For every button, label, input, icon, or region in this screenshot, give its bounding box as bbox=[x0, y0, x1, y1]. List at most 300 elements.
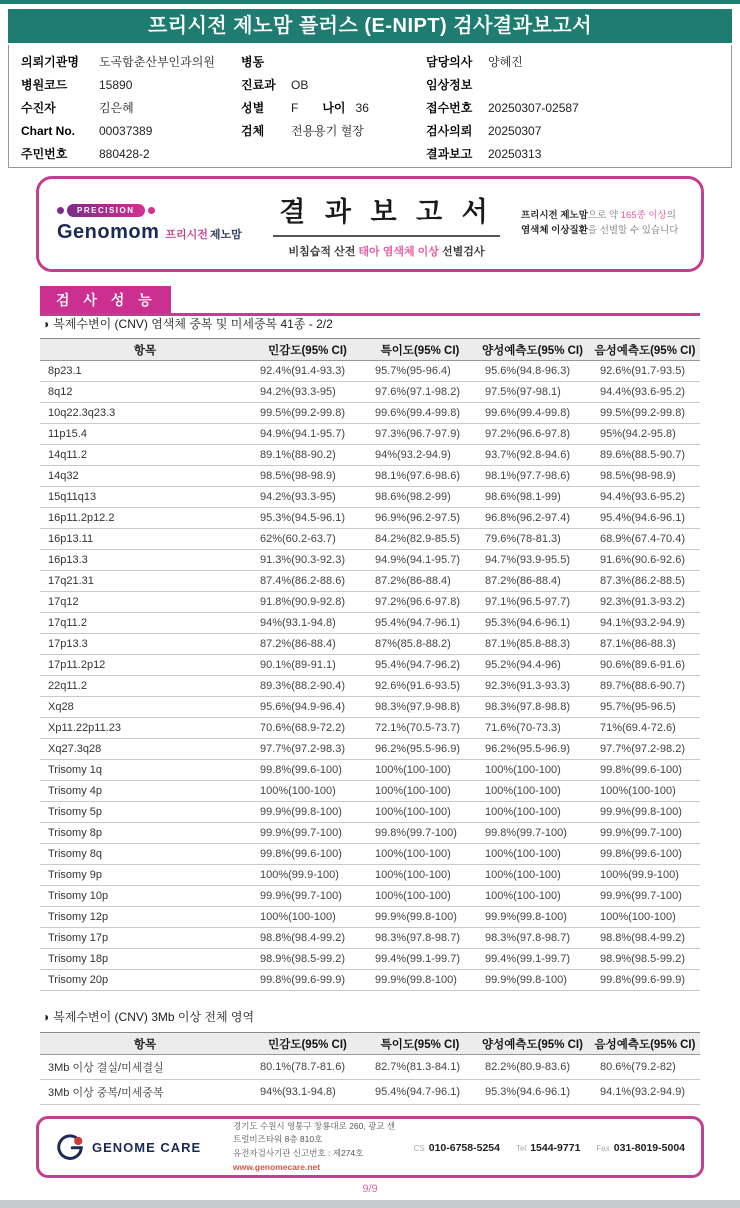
cell-value: 100%(100-100) bbox=[365, 865, 475, 886]
cell-value: 87.3%(86.2-88.5) bbox=[590, 571, 700, 592]
column-header: 항목 bbox=[40, 339, 250, 361]
cell-value: 80.1%(78.7-81.6) bbox=[250, 1055, 365, 1080]
patient-info-row bbox=[21, 51, 241, 74]
cell-value: 71%(69.4-72.6) bbox=[590, 718, 700, 739]
table-row bbox=[40, 571, 700, 592]
field-label: 담당의사 bbox=[426, 55, 473, 69]
half-circle-bullet-icon: ◑ bbox=[42, 317, 50, 331]
cell-value: 99.9%(99.8-100) bbox=[475, 970, 590, 991]
cell-value: 87.2%(86-88.4) bbox=[365, 571, 475, 592]
table-row bbox=[40, 466, 700, 487]
field-value: 36 bbox=[355, 101, 369, 115]
cell-value: 100%(100-100) bbox=[365, 844, 475, 865]
table-row bbox=[40, 592, 700, 613]
field-value: 김은혜 bbox=[99, 101, 134, 115]
cell-item: Trisomy 10p bbox=[40, 886, 250, 907]
table-header-row bbox=[40, 339, 700, 361]
cell-value: 99.6%(99.4-99.8) bbox=[365, 403, 475, 424]
cell-value: 95.4%(94.6-96.1) bbox=[590, 508, 700, 529]
cell-value: 96.2%(95.5-96.9) bbox=[475, 739, 590, 760]
table-row bbox=[40, 382, 700, 403]
cell-item: Trisomy 1q bbox=[40, 760, 250, 781]
cell-value: 100%(100-100) bbox=[475, 760, 590, 781]
cell-value: 92.3%(91.3-93.3) bbox=[475, 676, 590, 697]
cell-value: 98.3%(97.9-98.8) bbox=[365, 697, 475, 718]
cell-value: 95.3%(94.5-96.1) bbox=[250, 508, 365, 529]
genomecare-logo-text: GENOME CARE bbox=[92, 1139, 202, 1155]
field-label: 검체 bbox=[241, 124, 265, 138]
field-label: 진료과 bbox=[241, 78, 276, 92]
cell-value: 99.8%(99.6-100) bbox=[590, 760, 700, 781]
table-row bbox=[40, 718, 700, 739]
field-value: 00037389 bbox=[99, 124, 153, 138]
table2-caption-text: 복제수변이 (CNV) 3Mb 이상 전체 영역 bbox=[53, 1010, 255, 1024]
cell-value: 90.6%(89.6-91.6) bbox=[590, 655, 700, 676]
cell-value: 100%(100-100) bbox=[475, 781, 590, 802]
brand-kr-genomom: 제노맘 bbox=[209, 229, 242, 241]
patient-info-row bbox=[426, 51, 719, 74]
field-label: 수진자 bbox=[21, 101, 56, 115]
patient-info-panel bbox=[8, 45, 732, 168]
patient-info-field bbox=[426, 55, 523, 69]
cell-value: 95.4%(94.7-96.2) bbox=[365, 655, 475, 676]
patient-info-field bbox=[241, 55, 291, 69]
table-row bbox=[40, 487, 700, 508]
table-row bbox=[40, 550, 700, 571]
field-label: 검사의뢰 bbox=[426, 124, 473, 138]
cell-value: 99.9%(99.8-100) bbox=[365, 907, 475, 928]
cell-value: 92.4%(91.4-93.3) bbox=[250, 361, 365, 382]
cell-value: 94.7%(93.9-95.5) bbox=[475, 550, 590, 571]
cell-item: Xq28 bbox=[40, 697, 250, 718]
column-header: 민감도(95% CI) bbox=[250, 339, 365, 361]
cell-value: 100%(100-100) bbox=[250, 907, 365, 928]
cell-value: 95.2%(94.4-96) bbox=[475, 655, 590, 676]
patient-info-field bbox=[322, 101, 369, 115]
table-row bbox=[40, 634, 700, 655]
column-header: 특이도(95% CI) bbox=[365, 339, 475, 361]
cell-value: 97.7%(97.2-98.3) bbox=[250, 739, 365, 760]
cell-value: 99.4%(99.1-99.7) bbox=[365, 949, 475, 970]
cell-value: 98.5%(98-98.9) bbox=[250, 466, 365, 487]
cell-value: 72.1%(70.5-73.7) bbox=[365, 718, 475, 739]
cell-value: 99.5%(99.2-99.8) bbox=[250, 403, 365, 424]
field-label: Chart No. bbox=[21, 124, 75, 138]
table-row bbox=[40, 823, 700, 844]
cell-value: 98.3%(97.8-98.7) bbox=[365, 928, 475, 949]
cell-value: 94.9%(94.1-95.7) bbox=[250, 424, 365, 445]
table-row bbox=[40, 676, 700, 697]
report-title-block bbox=[252, 190, 521, 259]
cell-value: 79.6%(78-81.3) bbox=[475, 529, 590, 550]
result-report-heading: 결 과 보 고 서 bbox=[273, 190, 499, 237]
column-header: 특이도(95% CI) bbox=[365, 1033, 475, 1055]
patient-info-field bbox=[21, 124, 152, 138]
cell-value: 100%(100-100) bbox=[475, 865, 590, 886]
cell-value: 99.8%(99.6-99.9) bbox=[250, 970, 365, 991]
cell-item: Trisomy 9p bbox=[40, 865, 250, 886]
patient-info-field bbox=[21, 101, 134, 115]
table1-caption bbox=[42, 315, 333, 332]
field-value: 도곡함춘산부인과의원 bbox=[99, 55, 215, 69]
cell-value: 95.4%(94.7-96.1) bbox=[365, 1080, 475, 1105]
cell-value: 97.3%(96.7-97.9) bbox=[365, 424, 475, 445]
cell-item: 17q21.31 bbox=[40, 571, 250, 592]
cell-value: 98.1%(97.7-98.6) bbox=[475, 466, 590, 487]
cell-value: 91.6%(90.6-92.6) bbox=[590, 550, 700, 571]
table-row bbox=[40, 1055, 700, 1080]
cell-value: 98.8%(98.4-99.2) bbox=[590, 928, 700, 949]
contact-cs-label: CS bbox=[413, 1144, 425, 1153]
cell-item: 3Mb 이상 중복/미세중복 bbox=[40, 1080, 250, 1105]
column-header: 양성예측도(95% CI) bbox=[475, 1033, 590, 1055]
column-header: 음성예측도(95% CI) bbox=[590, 339, 700, 361]
cell-value: 100%(100-100) bbox=[475, 802, 590, 823]
cell-value: 95.4%(94.7-96.1) bbox=[365, 613, 475, 634]
cell-value: 87.4%(86.2-88.6) bbox=[250, 571, 365, 592]
cell-item: 14q11.2 bbox=[40, 445, 250, 466]
cell-value: 99.9%(99.8-100) bbox=[365, 970, 475, 991]
patient-info-row bbox=[426, 74, 719, 97]
cell-value: 87%(85.8-88.2) bbox=[365, 634, 475, 655]
cell-value: 99.9%(99.7-100) bbox=[590, 886, 700, 907]
cell-item: 16p13.11 bbox=[40, 529, 250, 550]
cell-value: 99.8%(99.7-100) bbox=[365, 823, 475, 844]
table-row bbox=[40, 424, 700, 445]
patient-info-field bbox=[426, 147, 541, 161]
cell-value: 87.1%(86-88.3) bbox=[590, 634, 700, 655]
cell-value: 98.3%(97.8-98.8) bbox=[475, 697, 590, 718]
cell-value: 97.6%(97.1-98.2) bbox=[365, 382, 475, 403]
table-row bbox=[40, 613, 700, 634]
field-label: 성별 bbox=[241, 101, 265, 115]
column-header: 음성예측도(95% CI) bbox=[590, 1033, 700, 1055]
genomecare-logo-icon bbox=[55, 1132, 85, 1162]
cell-value: 95.3%(94.6-96.1) bbox=[475, 1080, 590, 1105]
patient-info-field bbox=[21, 147, 150, 161]
cell-value: 97.2%(96.6-97.8) bbox=[475, 424, 590, 445]
table-row bbox=[40, 886, 700, 907]
subtitle-pre: 비침습적 산전 bbox=[288, 245, 359, 258]
contact-fax-value: 031-8019-5004 bbox=[613, 1142, 685, 1154]
half-circle-bullet-icon: ◑ bbox=[42, 1010, 50, 1024]
cell-value: 100%(100-100) bbox=[475, 886, 590, 907]
table-row bbox=[40, 697, 700, 718]
cell-value: 92.6%(91.6-93.5) bbox=[365, 676, 475, 697]
cell-item: 22q11.2 bbox=[40, 676, 250, 697]
cell-value: 82.2%(80.9-83.6) bbox=[475, 1055, 590, 1080]
patient-info-field bbox=[241, 124, 364, 138]
footer-contacts bbox=[398, 1138, 685, 1156]
genomom-brand-block bbox=[57, 204, 252, 244]
field-value: 20250313 bbox=[488, 147, 542, 161]
patient-info-row bbox=[426, 97, 719, 120]
table2-caption bbox=[42, 1008, 254, 1025]
cell-value: 68.9%(67.4-70.4) bbox=[590, 529, 700, 550]
cell-value: 99.9%(99.8-100) bbox=[475, 907, 590, 928]
field-value: 880428-2 bbox=[99, 147, 150, 161]
cell-value: 82.7%(81.3-84.1) bbox=[365, 1055, 475, 1080]
cell-value: 100%(100-100) bbox=[365, 886, 475, 907]
patient-info-row bbox=[241, 120, 426, 143]
cell-value: 99.9%(99.8-100) bbox=[590, 802, 700, 823]
cnv3mb-performance-table bbox=[40, 1032, 700, 1105]
patient-info-row bbox=[21, 74, 241, 97]
cell-item: 16p13.3 bbox=[40, 550, 250, 571]
cell-value: 95.3%(94.6-96.1) bbox=[475, 613, 590, 634]
cell-value: 100%(100-100) bbox=[250, 781, 365, 802]
promo-text bbox=[521, 209, 683, 238]
patient-info-row bbox=[21, 120, 241, 143]
cell-value: 98.5%(98-98.9) bbox=[590, 466, 700, 487]
cell-value: 100%(100-100) bbox=[365, 760, 475, 781]
table-header-row bbox=[40, 1033, 700, 1055]
subtitle-post: 선별검사 bbox=[438, 245, 485, 258]
cell-value: 95.7%(95-96.4) bbox=[365, 361, 475, 382]
table-row bbox=[40, 403, 700, 424]
cell-value: 100%(100-100) bbox=[590, 907, 700, 928]
patient-info-field bbox=[21, 55, 215, 69]
patient-info-field bbox=[426, 101, 579, 115]
footer-address-line1: 경기도 수원시 영통구 창룡대로 260, 광교 센트럴비즈타워 8층 810호 bbox=[233, 1120, 396, 1145]
cnv41-performance-table bbox=[40, 338, 700, 991]
table-row bbox=[40, 802, 700, 823]
precision-badge bbox=[57, 204, 252, 217]
cell-value: 91.8%(90.9-92.8) bbox=[250, 592, 365, 613]
cell-value: 91.3%(90.3-92.3) bbox=[250, 550, 365, 571]
badge-right-dot-icon bbox=[148, 207, 155, 214]
cell-item: 3Mb 이상 결실/미세결실 bbox=[40, 1055, 250, 1080]
table-row bbox=[40, 970, 700, 991]
cell-value: 99.9%(99.8-100) bbox=[250, 802, 365, 823]
cell-value: 94.4%(93.6-95.2) bbox=[590, 487, 700, 508]
patient-info-row bbox=[241, 51, 426, 74]
cell-value: 89.6%(88.5-90.7) bbox=[590, 445, 700, 466]
brand-name: Genomom bbox=[57, 221, 160, 243]
column-header: 민감도(95% CI) bbox=[250, 1033, 365, 1055]
patient-info-column-right bbox=[426, 51, 719, 166]
cell-value: 94.4%(93.6-95.2) bbox=[590, 382, 700, 403]
cell-item: Trisomy 12p bbox=[40, 907, 250, 928]
field-value: 15890 bbox=[99, 78, 133, 92]
footer-address-block bbox=[233, 1120, 398, 1174]
result-report-subtitle bbox=[252, 243, 521, 259]
footer-address-line2: 유전자검사기관 신고번호 : 제274호 bbox=[233, 1148, 364, 1158]
cell-value: 89.7%(88.6-90.7) bbox=[590, 676, 700, 697]
cell-value: 95.7%(95-96.5) bbox=[590, 697, 700, 718]
cell-value: 80.6%(79.2-82) bbox=[590, 1055, 700, 1080]
cell-item: 16p11.2p12.2 bbox=[40, 508, 250, 529]
cell-value: 98.8%(98.4-99.2) bbox=[250, 928, 365, 949]
cell-item: 17q12 bbox=[40, 592, 250, 613]
footer-website-link[interactable]: www.genomecare.net bbox=[233, 1161, 321, 1172]
cell-value: 100%(100-100) bbox=[475, 844, 590, 865]
cell-value: 98.9%(98.5-99.2) bbox=[250, 949, 365, 970]
promo-bold-1: 프리시전 제노맘 bbox=[521, 210, 588, 222]
cell-item: 17q11.2 bbox=[40, 613, 250, 634]
field-label: 임상정보 bbox=[426, 78, 473, 92]
table-row bbox=[40, 949, 700, 970]
field-value: OB bbox=[291, 78, 309, 92]
cell-value: 98.6%(98.2-99) bbox=[365, 487, 475, 508]
patient-info-row bbox=[21, 97, 241, 120]
cell-item: 17p13.3 bbox=[40, 634, 250, 655]
cell-item: 10q22.3q23.3 bbox=[40, 403, 250, 424]
cell-item: 8q12 bbox=[40, 382, 250, 403]
cell-value: 92.3%(91.3-93.2) bbox=[590, 592, 700, 613]
cell-value: 84.2%(82.9-85.5) bbox=[365, 529, 475, 550]
footer-box bbox=[36, 1116, 704, 1178]
cell-value: 70.6%(68.9-72.2) bbox=[250, 718, 365, 739]
table-row bbox=[40, 529, 700, 550]
cell-value: 99.8%(99.6-100) bbox=[250, 760, 365, 781]
cell-value: 92.6%(91.7-93.5) bbox=[590, 361, 700, 382]
cell-value: 93.7%(92.8-94.6) bbox=[475, 445, 590, 466]
cell-item: 15q11q13 bbox=[40, 487, 250, 508]
cell-value: 94%(93.2-94.9) bbox=[365, 445, 475, 466]
field-value: 양혜진 bbox=[488, 55, 523, 69]
table1-caption-text: 복제수변이 (CNV) 염색체 중복 및 미세중복 41종 - 2/2 bbox=[53, 317, 333, 331]
cell-value: 99.4%(99.1-99.7) bbox=[475, 949, 590, 970]
cell-value: 87.1%(85.8-88.3) bbox=[475, 634, 590, 655]
cell-value: 97.7%(97.2-98.2) bbox=[590, 739, 700, 760]
contact-cs-value: 010-6758-5254 bbox=[428, 1142, 500, 1154]
badge-left-dot-icon bbox=[57, 207, 64, 214]
cell-item: Trisomy 4p bbox=[40, 781, 250, 802]
promo-bold-2: 염색체 이상질환 bbox=[521, 225, 588, 236]
cell-value: 99.6%(99.4-99.8) bbox=[475, 403, 590, 424]
promo-mid-1: 으로 약 bbox=[587, 210, 621, 222]
promo-end-2: 을 선별할 수 있습니다 bbox=[587, 225, 679, 236]
cell-value: 99.9%(99.7-100) bbox=[250, 823, 365, 844]
patient-info-row bbox=[241, 74, 426, 97]
cell-item: Xq27.3q28 bbox=[40, 739, 250, 760]
cell-item: 11p15.4 bbox=[40, 424, 250, 445]
patient-info-field bbox=[426, 124, 541, 138]
cell-value: 94.1%(93.2-94.9) bbox=[590, 613, 700, 634]
contact-cs bbox=[414, 1138, 500, 1156]
cell-value: 99.8%(99.6-100) bbox=[590, 844, 700, 865]
cell-item: Trisomy 5p bbox=[40, 802, 250, 823]
column-header: 항목 bbox=[40, 1033, 250, 1055]
cell-value: 98.1%(97.6-98.6) bbox=[365, 466, 475, 487]
cell-value: 99.8%(99.6-100) bbox=[250, 844, 365, 865]
cell-value: 94%(93.1-94.8) bbox=[250, 1080, 365, 1105]
table-row bbox=[40, 781, 700, 802]
patient-info-row bbox=[21, 143, 241, 166]
section-title: 검 사 성 능 bbox=[40, 286, 171, 313]
cell-value: 94.2%(93.3-95) bbox=[250, 487, 365, 508]
cell-item: 17p11.2p12 bbox=[40, 655, 250, 676]
table-row bbox=[40, 760, 700, 781]
patient-info-column-middle bbox=[241, 51, 426, 166]
cell-item: 14q32 bbox=[40, 466, 250, 487]
cell-item: Trisomy 8q bbox=[40, 844, 250, 865]
cell-value: 87.2%(86-88.4) bbox=[475, 571, 590, 592]
field-value: 20250307-02587 bbox=[488, 101, 579, 115]
precision-badge-label: PRECISION bbox=[67, 204, 145, 217]
cell-value: 99.8%(99.6-99.9) bbox=[590, 970, 700, 991]
cell-item: 8p23.1 bbox=[40, 361, 250, 382]
test-performance-section-header bbox=[40, 286, 700, 316]
table-row bbox=[40, 865, 700, 886]
top-accent-strip bbox=[0, 0, 740, 4]
contact-tel-label: Tel bbox=[515, 1144, 527, 1153]
patient-info-row bbox=[241, 97, 426, 120]
cell-value: 96.8%(96.2-97.4) bbox=[475, 508, 590, 529]
table-row bbox=[40, 907, 700, 928]
bottom-page-edge-strip bbox=[0, 1200, 740, 1208]
column-header: 양성예측도(95% CI) bbox=[475, 339, 590, 361]
field-label: 나이 bbox=[322, 101, 346, 115]
cell-value: 97.2%(96.6-97.8) bbox=[365, 592, 475, 613]
report-main-title: 프리시전 제노맘 플러스 (E-NIPT) 검사결과보고서 bbox=[147, 15, 593, 37]
cell-value: 89.3%(88.2-90.4) bbox=[250, 676, 365, 697]
table-row bbox=[40, 508, 700, 529]
table-row bbox=[40, 361, 700, 382]
patient-info-field bbox=[21, 78, 132, 92]
cell-value: 97.5%(97-98.1) bbox=[475, 382, 590, 403]
promo-pink-1: 165종 이상 bbox=[620, 210, 667, 222]
cell-value: 90.1%(89-91.1) bbox=[250, 655, 365, 676]
patient-info-field bbox=[241, 101, 298, 115]
cell-value: 94.9%(94.1-95.7) bbox=[365, 550, 475, 571]
cell-item: Trisomy 17p bbox=[40, 928, 250, 949]
field-label: 병원코드 bbox=[21, 78, 68, 92]
cell-value: 100%(100-100) bbox=[590, 781, 700, 802]
table-row bbox=[40, 844, 700, 865]
cell-value: 98.9%(98.5-99.2) bbox=[590, 949, 700, 970]
cell-value: 99.9%(99.7-100) bbox=[590, 823, 700, 844]
cell-value: 99.5%(99.2-99.8) bbox=[590, 403, 700, 424]
cell-value: 100%(100-100) bbox=[365, 802, 475, 823]
page-number: 9/9 bbox=[362, 1183, 378, 1195]
result-report-header-box bbox=[36, 176, 704, 272]
subtitle-highlight: 태아 염색체 이상 bbox=[358, 245, 439, 258]
cell-value: 95%(94.2-95.8) bbox=[590, 424, 700, 445]
contact-fax bbox=[596, 1138, 685, 1156]
table-row bbox=[40, 445, 700, 466]
cell-value: 95.6%(94.9-96.4) bbox=[250, 697, 365, 718]
cell-value: 94%(93.1-94.8) bbox=[250, 613, 365, 634]
field-label: 접수번호 bbox=[426, 101, 473, 115]
patient-info-column-left bbox=[21, 51, 241, 166]
table-row bbox=[40, 1080, 700, 1105]
report-title-bar bbox=[8, 9, 732, 43]
cell-value: 71.6%(70-73.3) bbox=[475, 718, 590, 739]
contact-fax-label: Fax bbox=[596, 1144, 610, 1153]
cell-item: Trisomy 8p bbox=[40, 823, 250, 844]
field-label: 의뢰기관명 bbox=[21, 55, 79, 69]
cell-value: 99.8%(99.7-100) bbox=[475, 823, 590, 844]
cell-value: 99.9%(99.7-100) bbox=[250, 886, 365, 907]
cell-value: 94.2%(93.3-95) bbox=[250, 382, 365, 403]
cell-value: 96.2%(95.5-96.9) bbox=[365, 739, 475, 760]
cell-item: Trisomy 20p bbox=[40, 970, 250, 991]
field-label: 결과보고 bbox=[426, 147, 473, 161]
promo-end-1: 의 bbox=[666, 210, 676, 222]
cell-value: 94.1%(93.2-94.9) bbox=[590, 1080, 700, 1105]
cell-item: Xp11.22p11.23 bbox=[40, 718, 250, 739]
field-value: F bbox=[291, 101, 299, 115]
contact-tel-value: 1544-9771 bbox=[530, 1142, 581, 1154]
cell-value: 98.3%(97.8-98.7) bbox=[475, 928, 590, 949]
table-row bbox=[40, 655, 700, 676]
field-label: 주민번호 bbox=[21, 147, 68, 161]
table-row bbox=[40, 739, 700, 760]
cell-value: 96.9%(96.2-97.5) bbox=[365, 508, 475, 529]
cell-value: 100%(99.9-100) bbox=[250, 865, 365, 886]
